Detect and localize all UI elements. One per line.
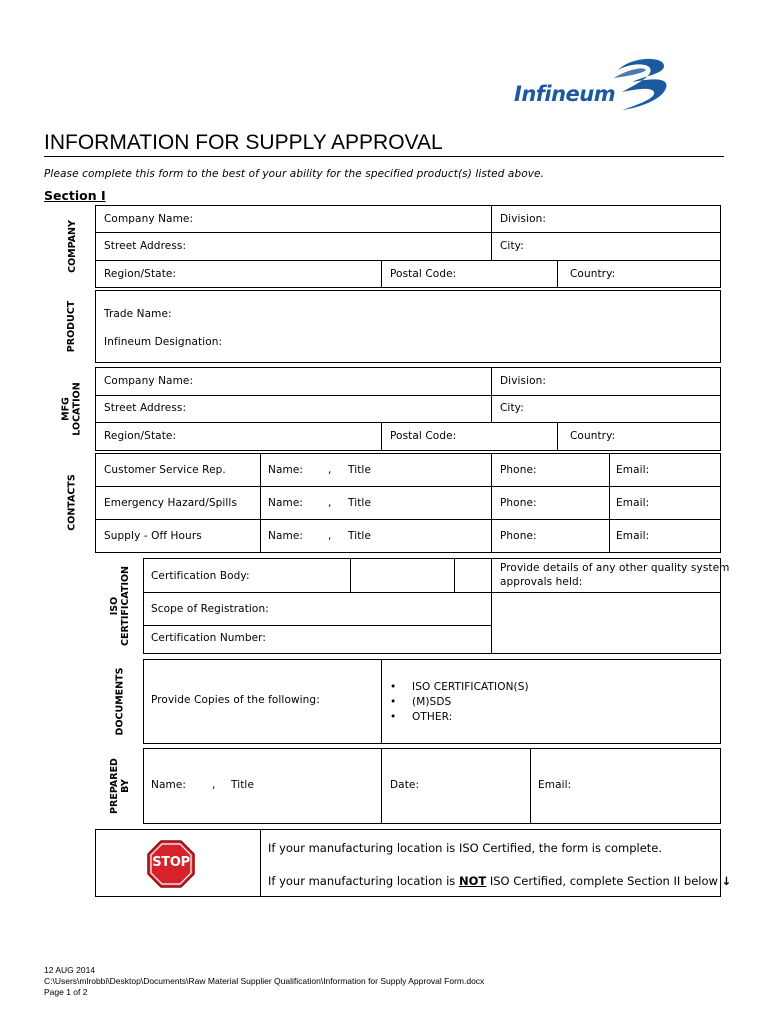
prepared-email-field[interactable]: Email: (538, 779, 572, 791)
footer-file-path: C:\Users\mlrobbi\Desktop\Documents\Raw Material Supplier Qualification\Information for Supply Approval Form.docx (44, 976, 485, 986)
product-side-label: PRODUCT (66, 300, 78, 352)
mfg-location-side-label: MFG LOCATION (61, 381, 84, 436)
contact-role: Supply - Off Hours (104, 530, 202, 542)
contact-role: Customer Service Rep. (104, 464, 226, 476)
other-approvals-line1: Provide details of any other quality system (500, 562, 730, 574)
contact-phone-field[interactable]: Phone: (500, 497, 537, 509)
mfg-country-field[interactable]: Country: (570, 430, 616, 442)
instructions-text: Please complete this form to the best of your ability for the specified product(s) listed above. (44, 168, 545, 180)
mfg-city-field[interactable]: City: (500, 402, 524, 414)
contact-phone-field[interactable]: Phone: (500, 464, 537, 476)
page-title: INFORMATION FOR SUPPLY APPROVAL (44, 131, 443, 154)
list-item: • (M)SDS (390, 695, 529, 710)
list-item: • ISO CERTIFICATION(S) (390, 680, 529, 695)
logo-text: Infineum (514, 82, 616, 106)
iso-certification-side-label: ISO CERTIFICATION (109, 565, 131, 646)
documents-side-label: DOCUMENTS (114, 667, 126, 735)
title-underline (44, 156, 724, 157)
stop-sign-icon: STOP (147, 840, 195, 888)
company-name-field[interactable]: Company Name: (104, 213, 194, 225)
contact-email-field[interactable]: Email: (616, 530, 650, 542)
stop-line-2-pre: If your manufacturing location is (268, 874, 459, 888)
contact-role: Emergency Hazard/Spills (104, 497, 238, 509)
list-item: • OTHER: (390, 710, 529, 725)
documents-prompt: Provide Copies of the following: (151, 694, 320, 706)
prepared-comma: , (212, 779, 216, 791)
contact-title-field[interactable]: Title (348, 464, 372, 476)
footer-page-number: Page 1 of 2 (44, 987, 88, 997)
contact-title-field[interactable]: Title (348, 497, 372, 509)
contact-phone-field[interactable]: Phone: (500, 530, 537, 542)
certification-body-field[interactable]: Certification Body: (151, 570, 250, 582)
company-division-field[interactable]: Division: (500, 213, 547, 225)
stop-line-2 (268, 874, 731, 888)
contact-name-field[interactable]: Name: (268, 497, 304, 509)
contact-comma: , (328, 530, 332, 542)
company-country-field[interactable]: Country: (570, 268, 616, 280)
other-approvals-line2: approvals held: (500, 576, 583, 588)
infineum-logo (514, 52, 674, 118)
contact-email-field[interactable]: Email: (616, 464, 650, 476)
mfg-region-field[interactable]: Region/State: (104, 430, 177, 442)
mfg-street-field[interactable]: Street Address: (104, 402, 187, 414)
trade-name-field[interactable]: Trade Name: (104, 308, 172, 320)
certification-number-field[interactable]: Certification Number: (151, 632, 267, 644)
company-city-field[interactable]: City: (500, 240, 524, 252)
contact-comma: , (328, 464, 332, 476)
prepared-by-box (143, 748, 721, 824)
contact-comma: , (328, 497, 332, 509)
scope-registration-field[interactable]: Scope of Registration: (151, 603, 269, 615)
company-side-label: COMPANY (66, 219, 78, 273)
prepared-by-side-label: PREPARED BY (109, 757, 131, 814)
stop-line-2-emphasis: NOT (458, 874, 487, 888)
mfg-division-field[interactable]: Division: (500, 375, 547, 387)
company-region-field[interactable]: Region/State: (104, 268, 177, 280)
contact-name-field[interactable]: Name: (268, 530, 304, 542)
mfg-company-name-field[interactable]: Company Name: (104, 375, 194, 387)
documents-list (390, 680, 529, 725)
contact-name-field[interactable]: Name: (268, 464, 304, 476)
prepared-title-field[interactable]: Title (231, 779, 255, 791)
company-postal-field[interactable]: Postal Code: (390, 268, 457, 280)
arrow-down-icon: ↓ (721, 874, 732, 888)
footer-date: 12 AUG 2014 (44, 965, 96, 975)
stop-line-2-post: ISO Certified, complete Section II below (486, 874, 722, 888)
section-label: Section I (44, 188, 106, 203)
stop-line-1: If your manufacturing location is ISO Certified, the form is complete. (268, 841, 663, 855)
product-box (95, 290, 721, 363)
contact-title-field[interactable]: Title (348, 530, 372, 542)
contact-email-field[interactable]: Email: (616, 497, 650, 509)
mfg-postal-field[interactable]: Postal Code: (390, 430, 457, 442)
company-street-field[interactable]: Street Address: (104, 240, 187, 252)
contacts-side-label: CONTACTS (66, 474, 78, 531)
prepared-name-field[interactable]: Name: (151, 779, 187, 791)
infineum-designation-field[interactable]: Infineum Designation: (104, 336, 223, 348)
prepared-date-field[interactable]: Date: (390, 779, 420, 791)
